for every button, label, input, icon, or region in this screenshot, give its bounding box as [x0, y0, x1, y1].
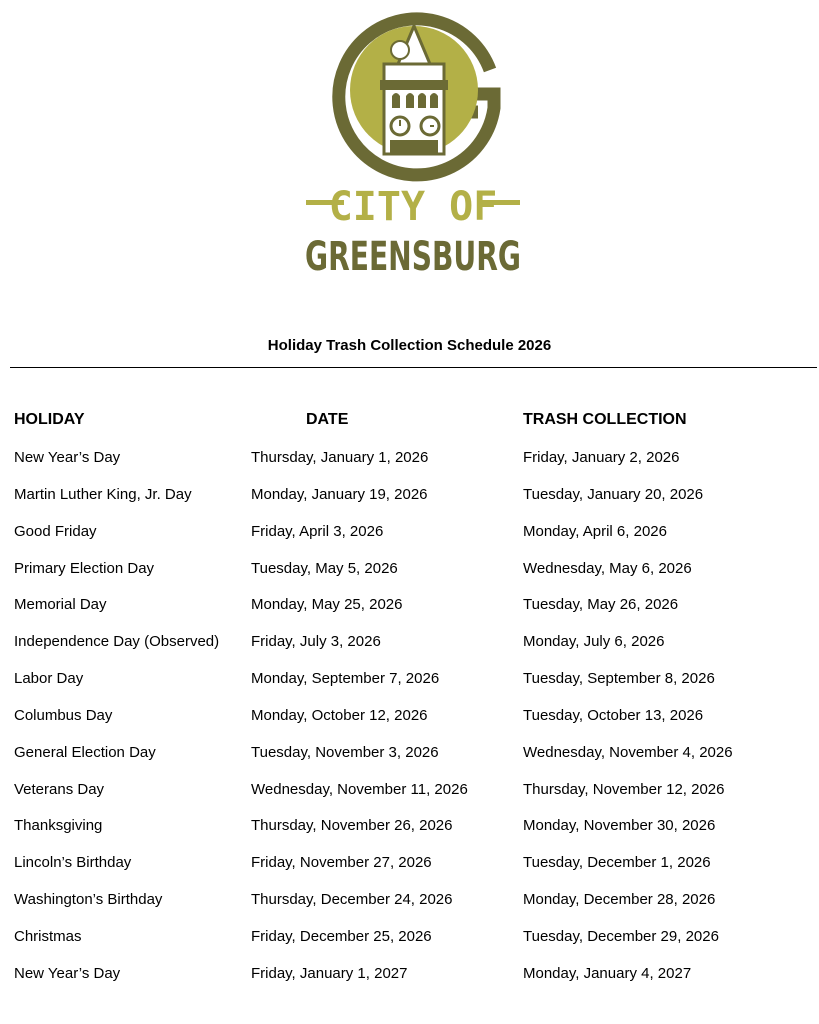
holiday-cell: Good Friday [14, 522, 97, 540]
holiday-cell: Memorial Day [14, 596, 107, 614]
holiday-cell: Columbus Day [14, 706, 113, 724]
date-cell: Monday, September 7, 2026 [251, 670, 440, 688]
date-cell: Tuesday, November 3, 2026 [251, 743, 439, 761]
date-cell: Monday, October 12, 2026 [251, 706, 428, 724]
date-cell: Thursday, December 24, 2026 [251, 891, 453, 909]
table-row [0, 781, 819, 818]
logo-line-1: CITY OF [328, 184, 498, 230]
document-title: Holiday Trash Collection Schedule 2026 [267, 337, 552, 354]
date-cell: Thursday, November 26, 2026 [251, 817, 453, 835]
city-logo [300, 8, 526, 278]
collection-cell: Thursday, November 12, 2026 [523, 780, 725, 798]
collection-cell: Wednesday, May 6, 2026 [523, 559, 692, 577]
holiday-cell: New Year’s Day [14, 964, 121, 982]
table-row [0, 854, 819, 891]
table-row [0, 633, 819, 670]
collection-cell: Tuesday, September 8, 2026 [523, 670, 715, 688]
table-row [0, 670, 819, 707]
date-cell: Friday, December 25, 2026 [251, 927, 432, 945]
table-row [0, 560, 819, 597]
table-row [0, 486, 819, 523]
date-cell: Wednesday, November 11, 2026 [251, 780, 468, 798]
holiday-cell: Labor Day [14, 670, 84, 688]
header-collection: TRASH COLLECTION [523, 411, 687, 428]
table-row [0, 449, 819, 486]
date-cell: Monday, January 19, 2026 [251, 485, 428, 503]
table-row [0, 707, 819, 744]
holiday-cell: Independence Day (Observed) [14, 633, 220, 651]
holiday-cell: Washington’s Birthday [14, 891, 163, 909]
collection-cell: Monday, November 30, 2026 [523, 817, 716, 835]
date-cell: Friday, January 1, 2027 [251, 964, 408, 982]
table-row [0, 965, 819, 1002]
date-cell: Friday, July 3, 2026 [251, 633, 381, 651]
date-cell: Friday, November 27, 2026 [251, 854, 432, 872]
collection-cell: Tuesday, December 29, 2026 [523, 927, 719, 945]
date-cell: Monday, May 25, 2026 [251, 596, 403, 614]
date-cell: Friday, April 3, 2026 [251, 522, 384, 540]
holiday-cell: Thanksgiving [14, 817, 103, 835]
collection-cell: Friday, January 2, 2026 [523, 449, 680, 466]
holiday-cell: Primary Election Day [14, 559, 155, 577]
holiday-cell: Martin Luther King, Jr. Day [14, 485, 192, 503]
holiday-cell: New Year’s Day [14, 449, 121, 466]
collection-cell: Monday, January 4, 2027 [523, 964, 692, 982]
holiday-cell: General Election Day [14, 743, 156, 761]
holiday-cell: Veterans Day [14, 780, 105, 798]
collection-cell: Tuesday, January 20, 2026 [523, 485, 704, 503]
table-row [0, 817, 819, 854]
date-cell: Tuesday, May 5, 2026 [251, 559, 398, 577]
table-row [0, 523, 819, 560]
logo-line-2: GREENSBURG [305, 234, 521, 280]
collection-cell: Tuesday, October 13, 2026 [523, 706, 704, 724]
collection-cell: Monday, April 6, 2026 [523, 522, 667, 540]
table-row [0, 596, 819, 633]
clock-tower-emblem-icon [300, 8, 526, 278]
collection-cell: Tuesday, December 1, 2026 [523, 854, 711, 872]
table-row [0, 891, 819, 928]
collection-cell: Monday, July 6, 2026 [523, 633, 665, 651]
collection-cell: Wednesday, November 4, 2026 [523, 743, 733, 761]
holiday-cell: Christmas [14, 927, 82, 945]
date-cell: Thursday, January 1, 2026 [251, 449, 429, 466]
header-date: DATE [306, 411, 349, 428]
title-divider [10, 367, 817, 368]
schedule-table [0, 449, 819, 1002]
table-row [0, 744, 819, 781]
holiday-cell: Lincoln’s Birthday [14, 854, 132, 872]
collection-cell: Monday, December 28, 2026 [523, 891, 716, 909]
header-holiday: HOLIDAY [14, 411, 85, 428]
collection-cell: Tuesday, May 26, 2026 [523, 596, 679, 614]
table-row [0, 928, 819, 965]
